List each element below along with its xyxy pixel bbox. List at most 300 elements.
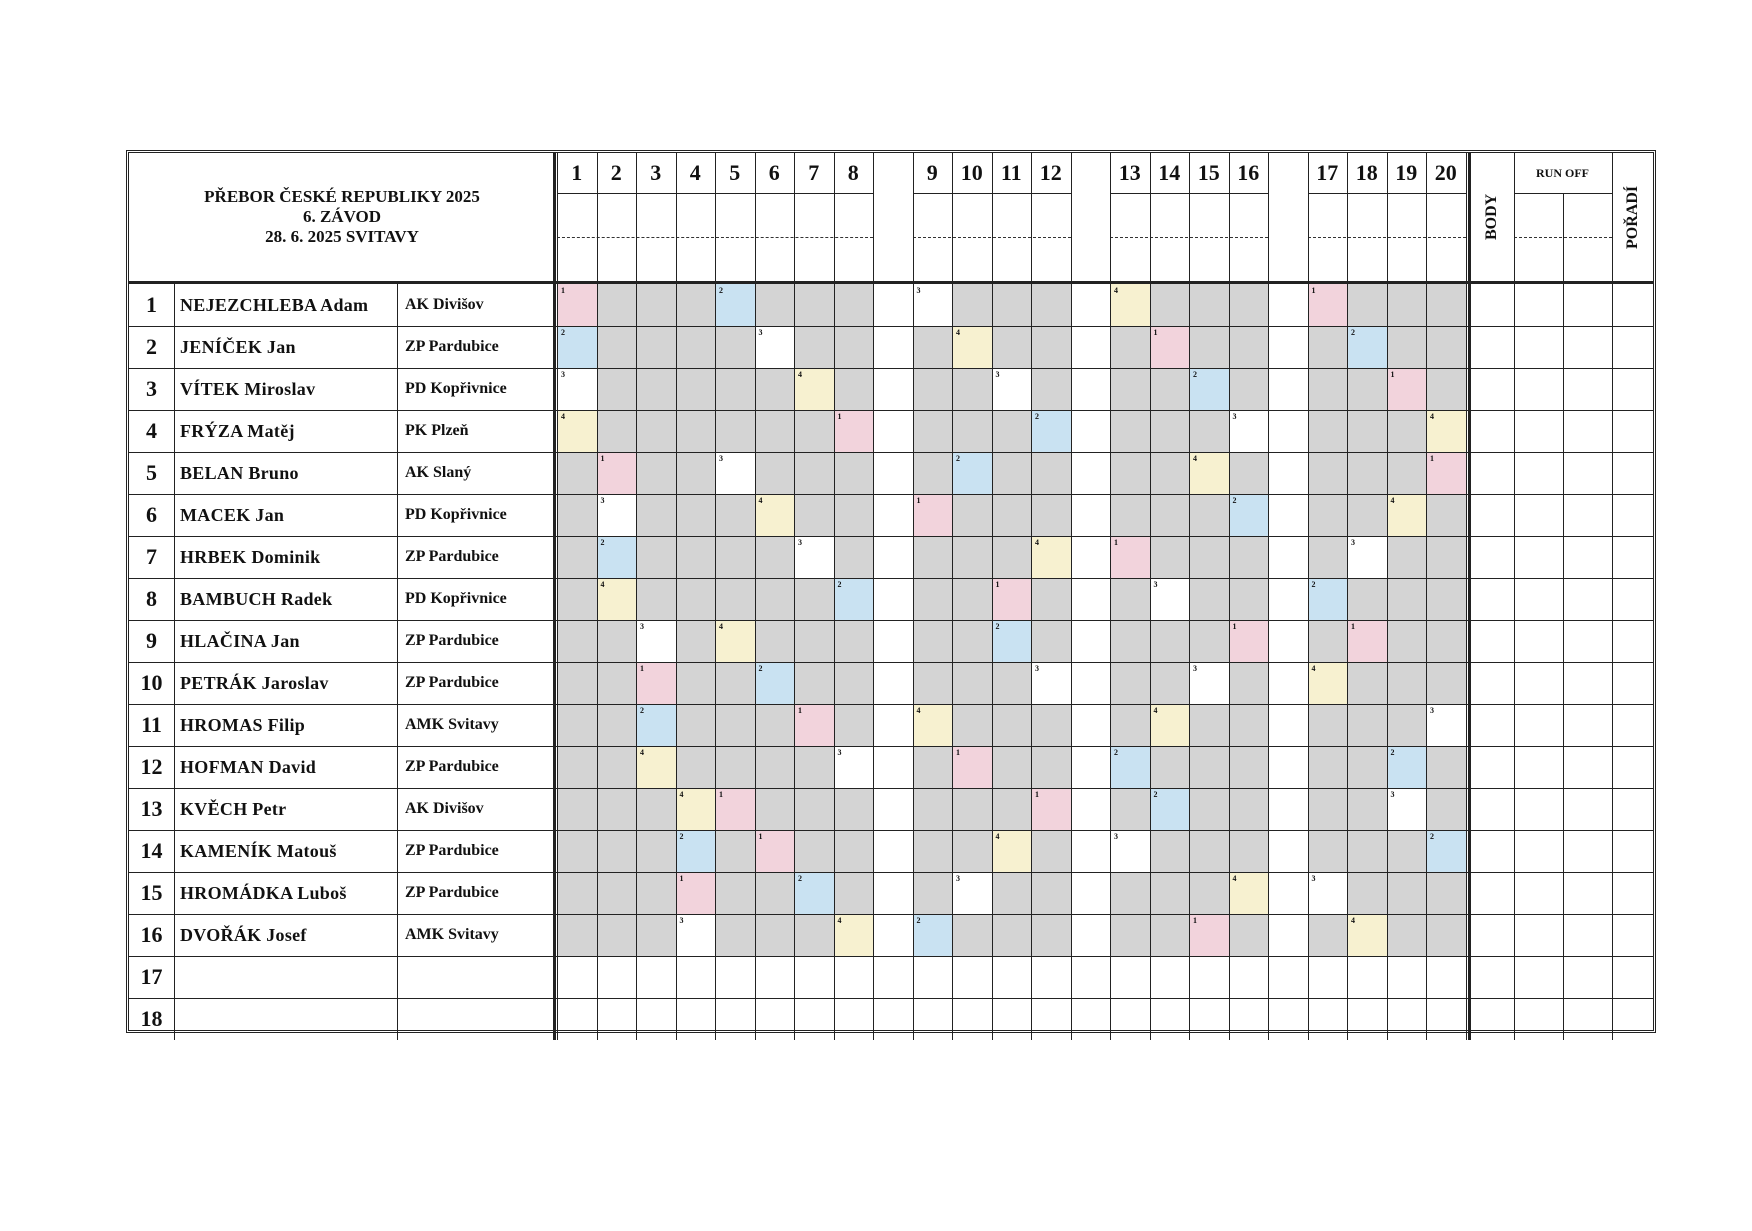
rider-name: KAMENÍK Matouš — [180, 840, 337, 861]
idle-cell — [1387, 620, 1427, 662]
idle-cell — [715, 494, 755, 536]
heat-cell — [715, 452, 755, 494]
rider-name: BAMBUCH Radek — [180, 588, 333, 609]
col-line — [676, 153, 677, 1040]
gate-number: 3 — [995, 370, 1000, 379]
heat-cell — [1189, 368, 1229, 410]
heat-cell — [1426, 410, 1466, 452]
heat-table — [126, 150, 1656, 1033]
rider-number: 3 — [146, 376, 157, 401]
idle-cell — [913, 578, 953, 620]
gate-number: 4 — [995, 832, 1000, 841]
heat-cell — [992, 620, 1032, 662]
idle-cell — [597, 746, 637, 788]
idle-cell — [676, 662, 716, 704]
heat-cell — [557, 284, 597, 326]
col-line — [1071, 153, 1072, 1040]
gate-number: 3 — [837, 748, 842, 757]
idle-cell — [557, 830, 597, 872]
heat-cell — [1387, 368, 1427, 410]
heat-cell — [1426, 452, 1466, 494]
idle-cell — [913, 452, 953, 494]
rider-number: 13 — [140, 796, 163, 821]
round-header-underline — [557, 193, 597, 194]
idle-cell — [1110, 368, 1150, 410]
gate-number: 1 — [1153, 328, 1158, 337]
rider-name: KVĚCH Petr — [180, 798, 287, 819]
heat-cell — [1387, 788, 1427, 830]
gate-number: 4 — [1114, 286, 1118, 295]
round-header-underline — [1308, 193, 1348, 194]
heat-cell — [715, 788, 755, 830]
gate-number: 1 — [956, 748, 960, 757]
idle-cell — [1150, 494, 1190, 536]
heat-cell — [794, 872, 834, 914]
idle-cell — [755, 872, 795, 914]
idle-cell — [1150, 452, 1190, 494]
rider-number: 17 — [140, 964, 163, 989]
rider-name — [174, 956, 403, 998]
gate-number: 3 — [679, 916, 684, 925]
idle-cell — [794, 494, 834, 536]
col-line — [1466, 153, 1467, 1040]
gate-number: 2 — [1311, 580, 1316, 589]
rider-club: PD Kopřivnice — [405, 590, 507, 607]
col-line — [755, 153, 756, 1040]
idle-cell — [913, 536, 953, 578]
idle-cell — [913, 830, 953, 872]
idle-cell — [755, 368, 795, 410]
col-line — [1268, 153, 1269, 1040]
heat-cell — [636, 746, 676, 788]
round-header-13: 13 — [1118, 160, 1141, 185]
rider-number: 4 — [146, 418, 157, 443]
idle-cell — [597, 368, 637, 410]
heat-cell — [794, 536, 834, 578]
idle-cell — [557, 746, 597, 788]
gate-number: 1 — [679, 874, 684, 883]
idle-cell — [715, 536, 755, 578]
idle-cell — [636, 410, 676, 452]
idle-cell — [1426, 368, 1466, 410]
heat-cell — [755, 326, 795, 368]
rider-number: 6 — [146, 502, 157, 527]
rider-name: BELAN Bruno — [180, 462, 299, 483]
heat-cell — [1347, 326, 1387, 368]
gate-number: 1 — [1430, 454, 1434, 463]
idle-cell — [794, 662, 834, 704]
row-line — [129, 872, 1653, 873]
idle-cell — [1308, 914, 1348, 956]
rider-col-divider — [553, 153, 556, 1040]
idle-cell — [1150, 830, 1190, 872]
gate-number: 2 — [1390, 748, 1395, 757]
idle-cell — [794, 410, 834, 452]
rider-number: 2 — [146, 334, 157, 359]
gate-number: 1 — [1193, 916, 1197, 925]
idle-cell — [557, 704, 597, 746]
idle-cell — [1426, 788, 1466, 830]
rider-number: 1 — [146, 292, 157, 317]
col-line — [952, 153, 953, 1040]
round-header-underline — [1426, 193, 1466, 194]
idle-cell — [1308, 410, 1348, 452]
idle-cell — [1308, 368, 1348, 410]
round-header-underline — [715, 193, 755, 194]
idle-cell — [992, 452, 1032, 494]
round-header-3: 3 — [650, 160, 662, 185]
col-line — [1387, 153, 1388, 1040]
rider-name: JENÍČEK Jan — [180, 336, 296, 357]
idle-cell — [597, 620, 637, 662]
idle-cell — [755, 452, 795, 494]
gap-column — [1269, 153, 1308, 281]
heat-cell — [992, 578, 1032, 620]
idle-cell — [952, 620, 992, 662]
gate-number: 3 — [956, 874, 960, 883]
col-line — [794, 153, 795, 1040]
gate-number: 1 — [561, 286, 565, 295]
heat-cell — [1110, 830, 1150, 872]
idle-cell — [1387, 662, 1427, 704]
idle-cell — [794, 578, 834, 620]
col-line — [834, 153, 835, 1040]
idle-cell — [676, 620, 716, 662]
rider-club: ZP Pardubice — [405, 674, 499, 691]
idle-cell — [1110, 578, 1150, 620]
idle-cell — [913, 788, 953, 830]
idle-cell — [1426, 326, 1466, 368]
idle-cell — [1031, 452, 1071, 494]
idle-cell — [1189, 410, 1229, 452]
gate-number: 2 — [561, 328, 565, 337]
heat-cell — [1031, 788, 1071, 830]
heat-cell — [557, 326, 597, 368]
idle-cell — [597, 788, 637, 830]
heat-cell — [913, 494, 953, 536]
idle-cell — [1150, 872, 1190, 914]
idle-cell — [952, 914, 992, 956]
idle-cell — [1110, 452, 1150, 494]
heat-cell — [913, 284, 953, 326]
heat-cell — [1347, 536, 1387, 578]
idle-cell — [715, 914, 755, 956]
idle-cell — [1387, 284, 1427, 326]
idle-cell — [1150, 368, 1190, 410]
run-off-header: RUN OFF — [1536, 165, 1589, 180]
idle-cell — [952, 788, 992, 830]
idle-cell — [676, 452, 716, 494]
round-header-10: 10 — [960, 160, 983, 185]
gate-number: 1 — [1232, 622, 1237, 631]
idle-cell — [1031, 284, 1071, 326]
idle-cell — [1189, 494, 1229, 536]
heat-cell — [755, 494, 795, 536]
gate-number: 1 — [1390, 370, 1395, 379]
rider-club: AK Divišov — [405, 296, 484, 313]
gate-number: 2 — [1035, 412, 1039, 421]
col-line — [715, 153, 716, 1040]
heat-cell — [597, 578, 637, 620]
idle-cell — [1031, 746, 1071, 788]
rider-name: HROMÁDKA Luboš — [180, 882, 347, 903]
idle-cell — [755, 410, 795, 452]
rider-club — [397, 998, 561, 1040]
event-title-block — [129, 153, 555, 281]
heat-cell — [676, 788, 716, 830]
round-header-15: 15 — [1197, 160, 1220, 185]
rider-number: 18 — [140, 1006, 163, 1031]
idle-cell — [1347, 872, 1387, 914]
gate-number: 2 — [1430, 832, 1434, 841]
idle-cell — [913, 872, 953, 914]
round-header-underline — [636, 193, 676, 194]
gate-number: 4 — [640, 748, 644, 757]
gate-number: 4 — [1035, 538, 1039, 547]
col-line — [913, 153, 914, 1040]
round-header-1: 1 — [571, 160, 583, 185]
round-header-underline — [952, 193, 992, 194]
rider-number: 11 — [141, 712, 162, 737]
idle-cell — [636, 494, 676, 536]
idle-cell — [1387, 452, 1427, 494]
rider-name: HLAČINA Jan — [180, 630, 300, 651]
rider-number: 12 — [140, 754, 163, 779]
idle-cell — [755, 788, 795, 830]
gate-number: 4 — [719, 622, 723, 631]
heat-cell — [597, 452, 637, 494]
heat-cell — [755, 830, 795, 872]
row-line — [129, 662, 1653, 663]
idle-cell — [1347, 704, 1387, 746]
idle-cell — [1110, 914, 1150, 956]
idle-cell — [636, 326, 676, 368]
gate-number: 3 — [916, 286, 921, 295]
idle-cell — [636, 872, 676, 914]
gate-number: 1 — [640, 664, 644, 673]
heat-cell — [1426, 704, 1466, 746]
gate-number: 3 — [1153, 580, 1158, 589]
idle-cell — [1150, 284, 1190, 326]
rider-club: PD Kopřivnice — [405, 380, 507, 397]
event-round: 6. ZÁVOD — [302, 207, 382, 226]
idle-cell — [1308, 494, 1348, 536]
heat-cell — [1031, 410, 1071, 452]
row-line — [129, 326, 1653, 327]
idle-cell — [1426, 284, 1466, 326]
idle-cell — [1110, 662, 1150, 704]
idle-cell — [1189, 536, 1229, 578]
round-header-underline — [1229, 193, 1269, 194]
rider-name: VÍTEK Miroslav — [180, 378, 316, 399]
idle-cell — [834, 872, 874, 914]
idle-cell — [557, 494, 597, 536]
idle-cell — [1387, 326, 1427, 368]
idle-cell — [1426, 494, 1466, 536]
idle-cell — [755, 536, 795, 578]
idle-cell — [992, 284, 1032, 326]
rider-name: HRBEK Dominik — [180, 546, 321, 567]
idle-cell — [1189, 620, 1229, 662]
gap-column — [874, 153, 913, 281]
idle-cell — [1031, 368, 1071, 410]
gate-number: 2 — [1232, 496, 1237, 505]
idle-cell — [794, 788, 834, 830]
heat-cell — [1347, 914, 1387, 956]
gate-number: 1 — [837, 412, 842, 421]
gate-number: 3 — [1035, 664, 1039, 673]
idle-cell — [1229, 914, 1269, 956]
col-line — [1308, 153, 1309, 1040]
idle-cell — [636, 830, 676, 872]
idle-cell — [794, 326, 834, 368]
round-header-underline — [834, 193, 874, 194]
idle-cell — [913, 620, 953, 662]
heat-cell — [715, 284, 755, 326]
rider-number: 10 — [140, 670, 163, 695]
idle-cell — [636, 368, 676, 410]
club-col-line — [397, 281, 398, 1040]
gate-number: 1 — [995, 580, 1000, 589]
idle-cell — [1110, 494, 1150, 536]
run-off-col-line — [1563, 193, 1564, 1040]
idle-cell — [913, 368, 953, 410]
round-header-20: 20 — [1434, 160, 1457, 185]
heat-cell — [1308, 872, 1348, 914]
heat-cell — [557, 368, 597, 410]
idle-cell — [597, 284, 637, 326]
heat-cell — [1150, 788, 1190, 830]
idle-cell — [1150, 410, 1190, 452]
heat-cell — [1229, 494, 1269, 536]
idle-cell — [597, 704, 637, 746]
heat-cell — [992, 830, 1032, 872]
idle-cell — [1031, 914, 1071, 956]
round-header-18: 18 — [1355, 160, 1378, 185]
rider-name: HOFMAN David — [180, 756, 317, 777]
idle-cell — [1308, 620, 1348, 662]
heat-cell — [676, 830, 716, 872]
idle-cell — [1387, 872, 1427, 914]
rank-header: POŘADÍ — [1623, 185, 1641, 249]
idle-cell — [1347, 494, 1387, 536]
idle-cell — [1387, 914, 1427, 956]
idle-cell — [1347, 410, 1387, 452]
gate-number: 2 — [956, 454, 960, 463]
round-header-14: 14 — [1158, 160, 1181, 185]
round-header-underline — [1110, 193, 1150, 194]
row-line — [129, 494, 1653, 495]
idle-cell — [1189, 578, 1229, 620]
idle-cell — [1110, 704, 1150, 746]
heat-cell — [913, 914, 953, 956]
idle-cell — [636, 788, 676, 830]
heat-cell — [1150, 326, 1190, 368]
idle-cell — [992, 536, 1032, 578]
idle-cell — [1189, 788, 1229, 830]
idle-cell — [1426, 872, 1466, 914]
idle-cell — [992, 410, 1032, 452]
rider-name: FRÝZA Matěj — [180, 420, 295, 441]
gate-number: 1 — [719, 790, 723, 799]
round-header-7: 7 — [808, 160, 820, 185]
gate-number: 3 — [1114, 832, 1118, 841]
round-header-underline — [755, 193, 795, 194]
row-line — [129, 704, 1653, 705]
heat-cell — [834, 914, 874, 956]
gate-number: 3 — [758, 328, 763, 337]
gate-number: 3 — [1193, 664, 1197, 673]
idle-cell — [952, 662, 992, 704]
points-col-line — [1514, 153, 1515, 1040]
idle-cell — [913, 662, 953, 704]
round-header-17: 17 — [1316, 160, 1339, 185]
idle-cell — [755, 704, 795, 746]
idle-cell — [1426, 620, 1466, 662]
heat-cell — [1110, 284, 1150, 326]
heat-cell — [676, 914, 716, 956]
rider-club: ZP Pardubice — [405, 758, 499, 775]
num-col-line — [174, 281, 175, 1040]
idle-cell — [1189, 872, 1229, 914]
row-line — [129, 830, 1653, 831]
heat-cell — [1347, 620, 1387, 662]
idle-cell — [794, 914, 834, 956]
col-line — [636, 153, 637, 1040]
idle-cell — [1229, 578, 1269, 620]
idle-cell — [597, 872, 637, 914]
idle-cell — [597, 326, 637, 368]
gate-number: 1 — [1311, 286, 1316, 295]
idle-cell — [952, 494, 992, 536]
rider-number: 16 — [140, 922, 163, 947]
rider-club: ZP Pardubice — [405, 338, 499, 355]
idle-cell — [1189, 830, 1229, 872]
idle-cell — [1426, 662, 1466, 704]
idle-cell — [794, 452, 834, 494]
gate-number: 4 — [956, 328, 960, 337]
gate-number: 3 — [1390, 790, 1395, 799]
idle-cell — [834, 452, 874, 494]
col-line — [1347, 153, 1348, 1040]
col-line — [1229, 153, 1230, 1040]
round-header-12: 12 — [1039, 160, 1062, 185]
round-header-4: 4 — [689, 160, 701, 185]
row-line — [129, 914, 1653, 915]
idle-cell — [1031, 578, 1071, 620]
points-header: BODY — [1482, 193, 1500, 241]
idle-cell — [794, 620, 834, 662]
gate-number: 3 — [600, 496, 605, 505]
round-header-2: 2 — [610, 160, 622, 185]
rider-club: AMK Svitavy — [405, 926, 499, 943]
gate-number: 2 — [798, 874, 802, 883]
row-line — [129, 536, 1653, 537]
idle-cell — [992, 326, 1032, 368]
idle-cell — [1110, 410, 1150, 452]
gate-number: 2 — [679, 832, 684, 841]
round-header-underline — [676, 193, 716, 194]
idle-cell — [952, 410, 992, 452]
gate-number: 4 — [1351, 916, 1355, 925]
idle-cell — [834, 788, 874, 830]
idle-cell — [1229, 368, 1269, 410]
idle-cell — [1347, 578, 1387, 620]
rider-club: ZP Pardubice — [405, 548, 499, 565]
gate-number: 3 — [1351, 538, 1355, 547]
gate-number: 3 — [1430, 706, 1434, 715]
idle-cell — [715, 872, 755, 914]
